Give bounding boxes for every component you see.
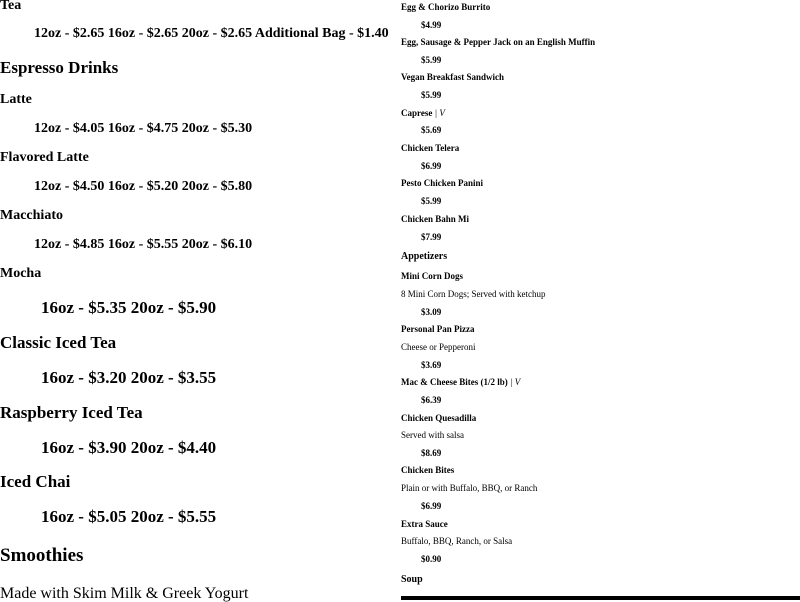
item-prices: 12oz - $4.05 16oz - $4.75 20oz - $5.30 (34, 121, 253, 136)
item-description: Cheese or Pepperoni (401, 342, 476, 352)
item-description: Served with salsa (401, 430, 464, 440)
item-description: 8 Mini Corn Dogs; Served with ketchup (401, 289, 546, 299)
item-price: $5.99 (421, 55, 442, 65)
section-heading: Espresso Drinks (0, 58, 119, 77)
item-name: Latte (0, 92, 32, 107)
item-prices: 12oz - $2.65 16oz - $2.65 20oz - $2.65 Additional Bag - $1.40 (34, 26, 389, 41)
item-price: $5.69 (421, 125, 442, 135)
item-price: $0.90 (421, 554, 442, 564)
item-prices: 16oz - $5.35 20oz - $5.90 (41, 298, 217, 317)
item-name: Classic Iced Tea (0, 333, 117, 352)
item-prices: 16oz - $5.05 20oz - $5.55 (41, 507, 217, 526)
item-name: Chicken Bahn Mi (401, 214, 470, 224)
item-name-text: Mac & Cheese Bites (1/2 lb) (401, 377, 508, 387)
item-prices: 12oz - $4.50 16oz - $5.20 20oz - $5.80 (34, 179, 253, 194)
item-price: $6.39 (421, 395, 442, 405)
item-prices: 12oz - $4.85 16oz - $5.55 20oz - $6.10 (34, 237, 253, 252)
item-description: Buffalo, BBQ, Ranch, or Salsa (401, 536, 513, 546)
item-price: $3.69 (421, 360, 442, 370)
item-name-text: Caprese (401, 108, 433, 118)
divider-bar (401, 596, 800, 600)
item-name: Chicken Telera (401, 143, 460, 153)
vegetarian-tag: | V (509, 377, 521, 387)
section-heading: Appetizers (401, 251, 448, 262)
item-name: Chicken Bites (401, 465, 455, 475)
item-name: Egg, Sausage & Pepper Jack on an English Muffin (401, 37, 596, 47)
item-price: $6.99 (421, 161, 442, 171)
item-name: Pesto Chicken Panini (401, 178, 484, 188)
item-name (401, 378, 520, 387)
section-heading: Smoothies (0, 545, 84, 566)
item-name (401, 109, 445, 118)
item-price: $5.99 (421, 196, 442, 206)
item-price: $4.99 (421, 20, 442, 30)
section-heading: Soup (401, 574, 423, 585)
item-name: Macchiato (0, 208, 63, 223)
item-price: $3.09 (421, 307, 442, 317)
item-price: $5.99 (421, 90, 442, 100)
vegetarian-tag: | V (434, 108, 445, 118)
item-prices: 16oz - $3.90 20oz - $4.40 (41, 438, 217, 457)
item-name: Mocha (0, 266, 42, 281)
item-name: Flavored Latte (0, 150, 89, 165)
item-name: Personal Pan Pizza (401, 324, 475, 334)
item-price: $6.99 (421, 501, 442, 511)
item-name: Mini Corn Dogs (401, 271, 464, 281)
item-price: $8.69 (421, 448, 442, 458)
section-description: Made with Skim Milk & Greek Yogurt (0, 585, 249, 602)
item-description: Plain or with Buffalo, BBQ, or Ranch (401, 483, 538, 493)
item-name: Extra Sauce (401, 519, 448, 529)
item-name: Egg & Chorizo Burrito (401, 2, 491, 12)
item-name: Tea (0, 0, 22, 13)
item-name: Iced Chai (0, 472, 71, 491)
item-price: $7.99 (421, 232, 442, 242)
item-name: Vegan Breakfast Sandwich (401, 72, 505, 82)
item-name: Raspberry Iced Tea (0, 403, 143, 422)
item-name: Chicken Quesadilla (401, 413, 477, 423)
item-prices: 16oz - $3.20 20oz - $3.55 (41, 368, 217, 387)
